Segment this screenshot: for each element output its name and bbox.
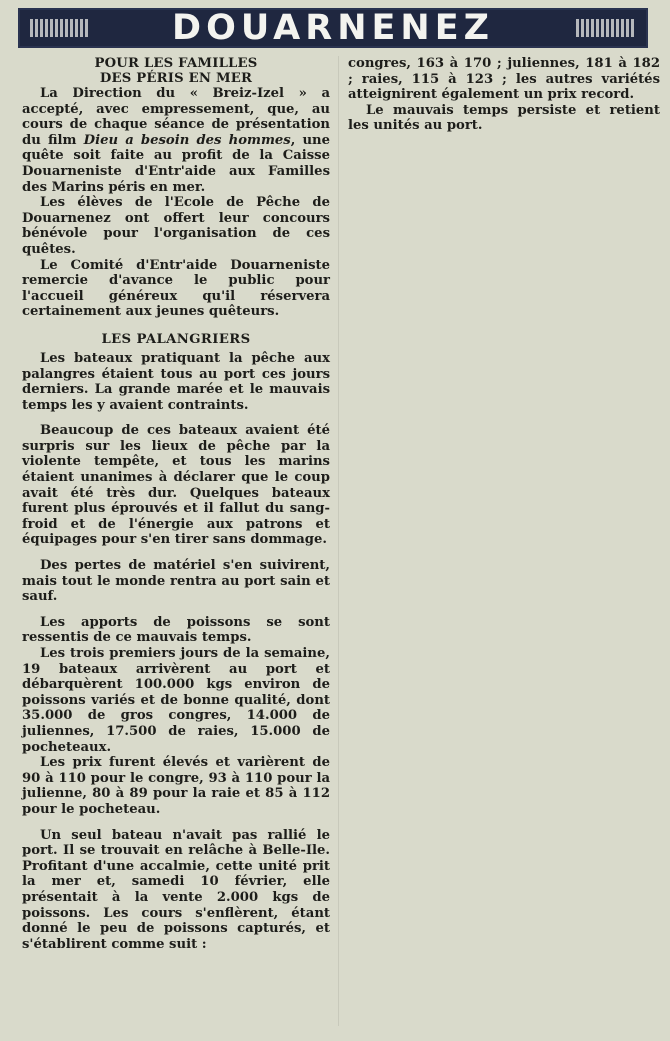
right-column	[348, 56, 660, 134]
paragraph: Les trois premiers jours de la semaine, 19 bateaux arrivèrent au port et débarquèrent 100.000 kgs environ de poissons variés et de bonne qualité, dont 35.000 de gros congres, 14.000 de juliennes, 17.500 de raies, 15.000 de pocheteaux.	[22, 646, 330, 755]
paragraph: congres, 163 à 170 ; juliennes, 181 à 182 ; raies, 115 à 123 ; les autres variétés atteignirent également un prix record.	[348, 56, 660, 103]
paragraph: Les bateaux pratiquant la pêche aux palangres étaient tous au port ces jours derniers. La grande marée et le mauvais temps les y avaient contraints.	[22, 350, 330, 413]
masthead-ornament-right	[576, 19, 636, 37]
paragraph: Le Comité d'Entr'aide Douarneniste remercie d'avance le public pour l'accueil généreux qu'il réservera certainement aux jeunes quêteurs.	[22, 257, 330, 320]
paragraph: Beaucoup de ces bateaux avaient été surpris sur les lieux de pêche par la violente tempête, et tous les marins étaient unanimes à déclarer que le coup avait été très dur. Quelques bateaux furent plus éprouvés et il fallut du sang-froid et de l'énergie aux patrons et équipages pour s'en tirer sans dommage.	[22, 423, 330, 548]
masthead-ornament-left	[30, 19, 90, 37]
paragraph: Des pertes de matériel s'en suivirent, mais tout le monde rentra au port sain et sauf.	[22, 558, 330, 605]
left-column	[22, 56, 330, 952]
paragraph: Les apports de poissons se sont ressentis de ce mauvais temps.	[22, 614, 330, 646]
article-heading-familles	[22, 56, 330, 86]
paragraph: Les prix furent élevés et varièrent de 90 à 110 pour le congre, 93 à 110 pour la julienne, 80 à 89 pour la raie et 85 à 112 pour le pocheteau.	[22, 755, 330, 817]
section-masthead	[18, 8, 648, 48]
paragraph: La Direction du « Breiz-Izel » a accepté, avec empressement, que, au cours de chaque séance de présentation du film Dieu a besoin des hommes, une quête soit faite au profit de la Caisse Douarneniste d'Entr'aide aux Familles des Marins péris en mer.	[22, 86, 331, 195]
paragraph: Les élèves de l'Ecole de Pêche de Douarnenez ont offert leur concours bénévole pour l'organisation de ces quêtes.	[22, 195, 330, 257]
article-heading-palangriers: LES PALANGRIERS	[101, 331, 251, 347]
masthead-title: DOUARNENEZ	[172, 7, 494, 48]
column-divider	[338, 56, 339, 1026]
heading-line: DES PÉRIS EN MER	[99, 71, 253, 86]
film-title: Dieu a besoin des hommes	[83, 132, 291, 148]
paragraph: Le mauvais temps persiste et retient les unités au port.	[348, 102, 660, 134]
paragraph: Un seul bateau n'avait pas rallié le port. Il se trouvait en relâche à Belle-Ile. Profitant d'une accalmie, cette unité prit la mer et, samedi 10 février, elle présentait à la vente 2.000 kgs de poissons. Les cours s'enflèrent, étant donné le peu de poissons capturés, et s'établirent comme suit :	[22, 827, 330, 952]
heading-line: POUR LES FAMILLES	[94, 56, 258, 71]
